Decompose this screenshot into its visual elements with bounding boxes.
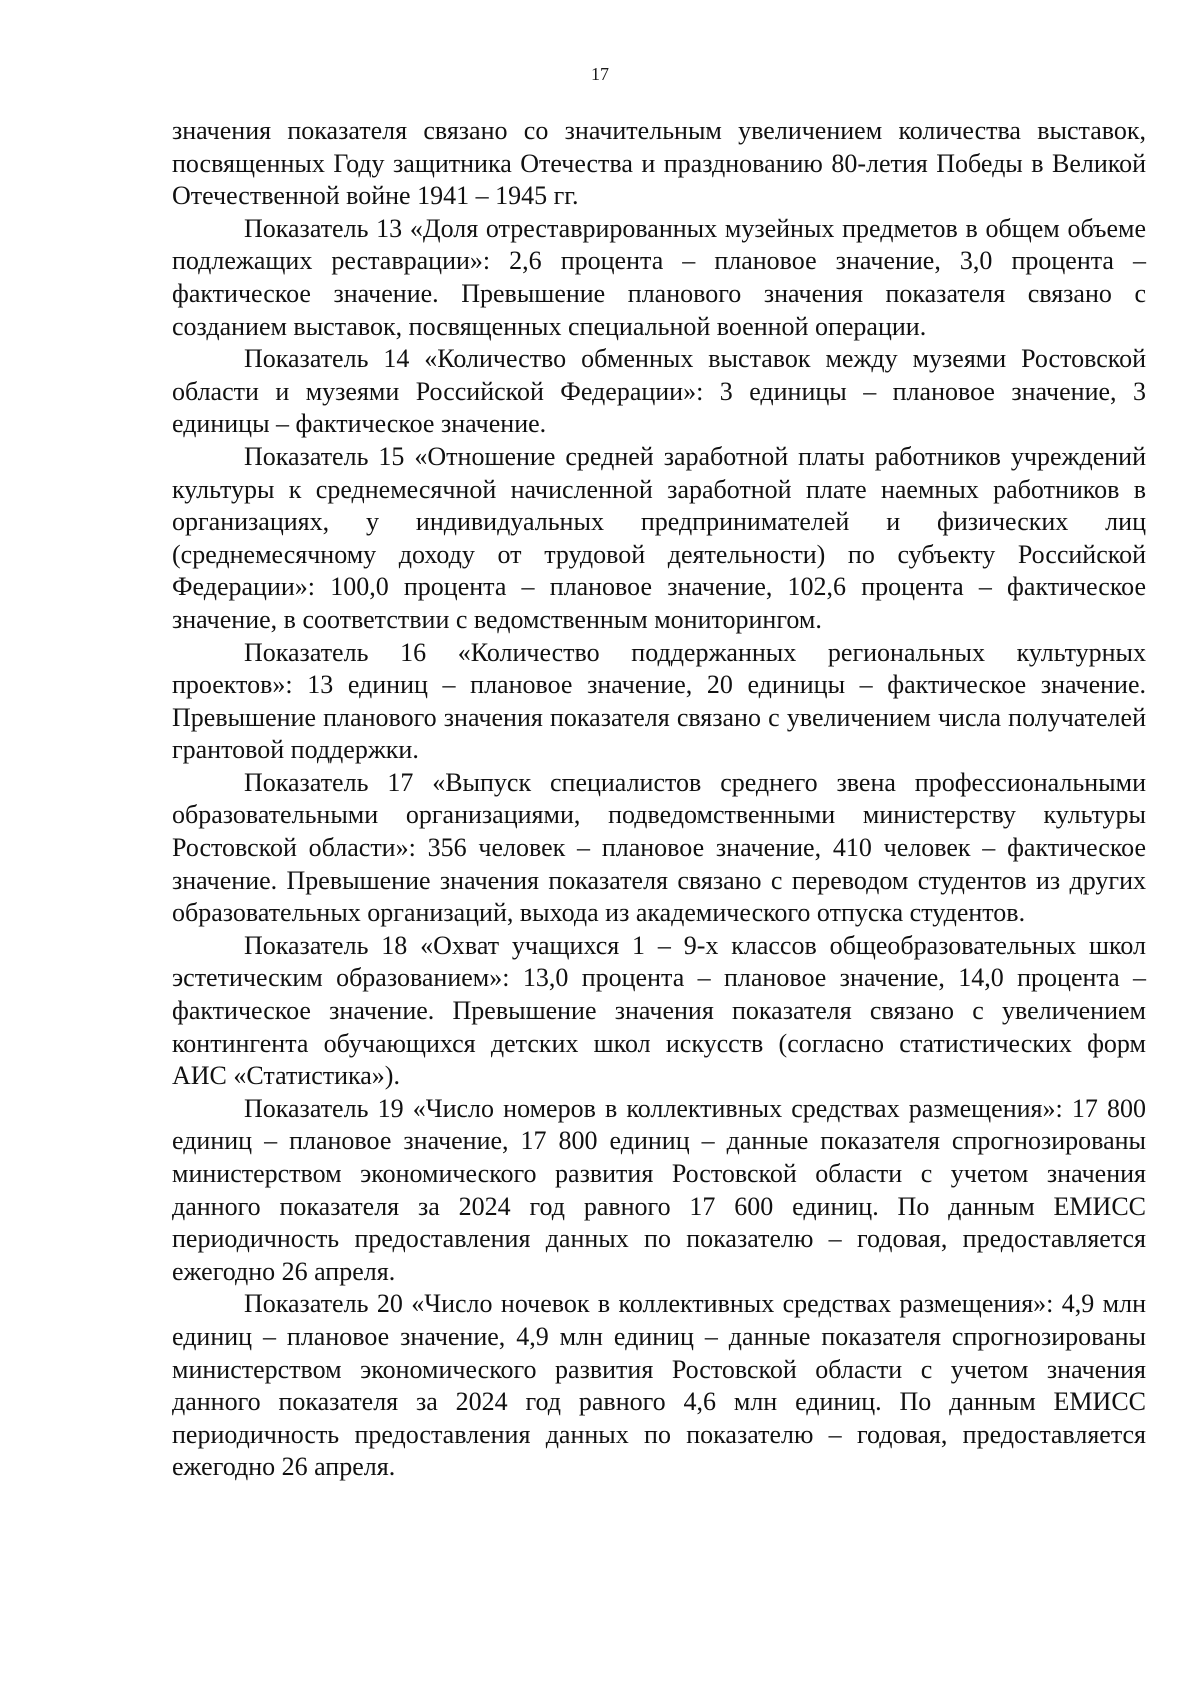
paragraph-indicator-13: Показатель 13 «Доля отреставрированных музейных предметов в общем объеме подлежащих реставрации»: 2,6 процента – плановое значение, 3,0 процента – фактическое значение. Превышение планового значения показателя связано с созданием выставок, посвященных специальной военной операции. [172,213,1146,341]
paragraph-indicator-17: Показатель 17 «Выпуск специалистов среднего звена профессиональными образовательными организациями, подведомственными министерству культуры Ростовской области»: 356 человек – плановое значение, 410 человек – фактическое значение. Превышение значения показателя связано с переводом студентов из других образовательных организаций, выхода из академического отпуска студентов. [172,767,1146,928]
paragraph-indicator-14: Показатель 14 «Количество обменных выставок между музеями Ростовской области и музеями Российской Федерации»: 3 единицы – плановое значение, 3 единицы – фактическое значение. [172,344,1146,439]
page-number: 17 [591,64,609,84]
paragraph-indicator-16: Показатель 16 «Количество поддержанных региональных культурных проектов»: 13 единиц – плановое значение, 20 единицы – фактическое значение. Превышение планового значения показателя связано с увеличением числа получателей грантовой поддержки. [172,637,1146,765]
paragraph-indicator-20: Показатель 20 «Число ночевок в коллективных средствах размещения»: 4,9 млн единиц – плановое значение, 4,9 млн единиц – данные показателя спрогнозированы министерством экономического развития Ростовской области с учетом значения данного показателя за 2024 год равного 4,6 млн единиц. По данным ЕМИСС периодичность предоставления данных по показателю – годовая, предоставляется ежегодно 26 апреля. [172,1289,1146,1482]
document-body [172,115,1146,1484]
paragraph-indicator-18: Показатель 18 «Охват учащихся 1 – 9-х классов общеобразовательных школ эстетическим образованием»: 13,0 процента – плановое значение, 14,0 процента – фактическое значение. Превышение значения показателя связано с увеличением контингента обучающихся детских школ искусств (согласно статистических форм АИС «Статистика»). [172,930,1146,1091]
paragraph-indicator-19: Показатель 19 «Число номеров в коллективных средствах размещения»: 17 800 единиц – плановое значение, 17 800 единиц – данные показателя спрогнозированы министерством экономического развития Ростовской области с учетом значения данного показателя за 2024 год равного 17 600 единиц. По данным ЕМИСС периодичность предоставления данных по показателю – годовая, предоставляется ежегодно 26 апреля. [172,1093,1146,1286]
paragraph-continuation: значения показателя связано со значительным увеличением количества выставок, посвященных Году защитника Отечества и празднованию 80-летия Победы в Великой Отечественной войне 1941 – 1945 гг. [172,116,1146,211]
paragraph-indicator-15: Показатель 15 «Отношение средней заработной платы работников учреждений культуры к среднемесячной начисленной заработной плате наемных работников в организациях, у индивидуальных предпринимателей и физических лиц (среднемесячному доходу от трудовой деятельности) по субъекту Российской Федерации»: 100,0 процента – плановое значение, 102,6 процента – фактическое значение, в соответствии с ведомственным мониторингом. [172,441,1146,634]
